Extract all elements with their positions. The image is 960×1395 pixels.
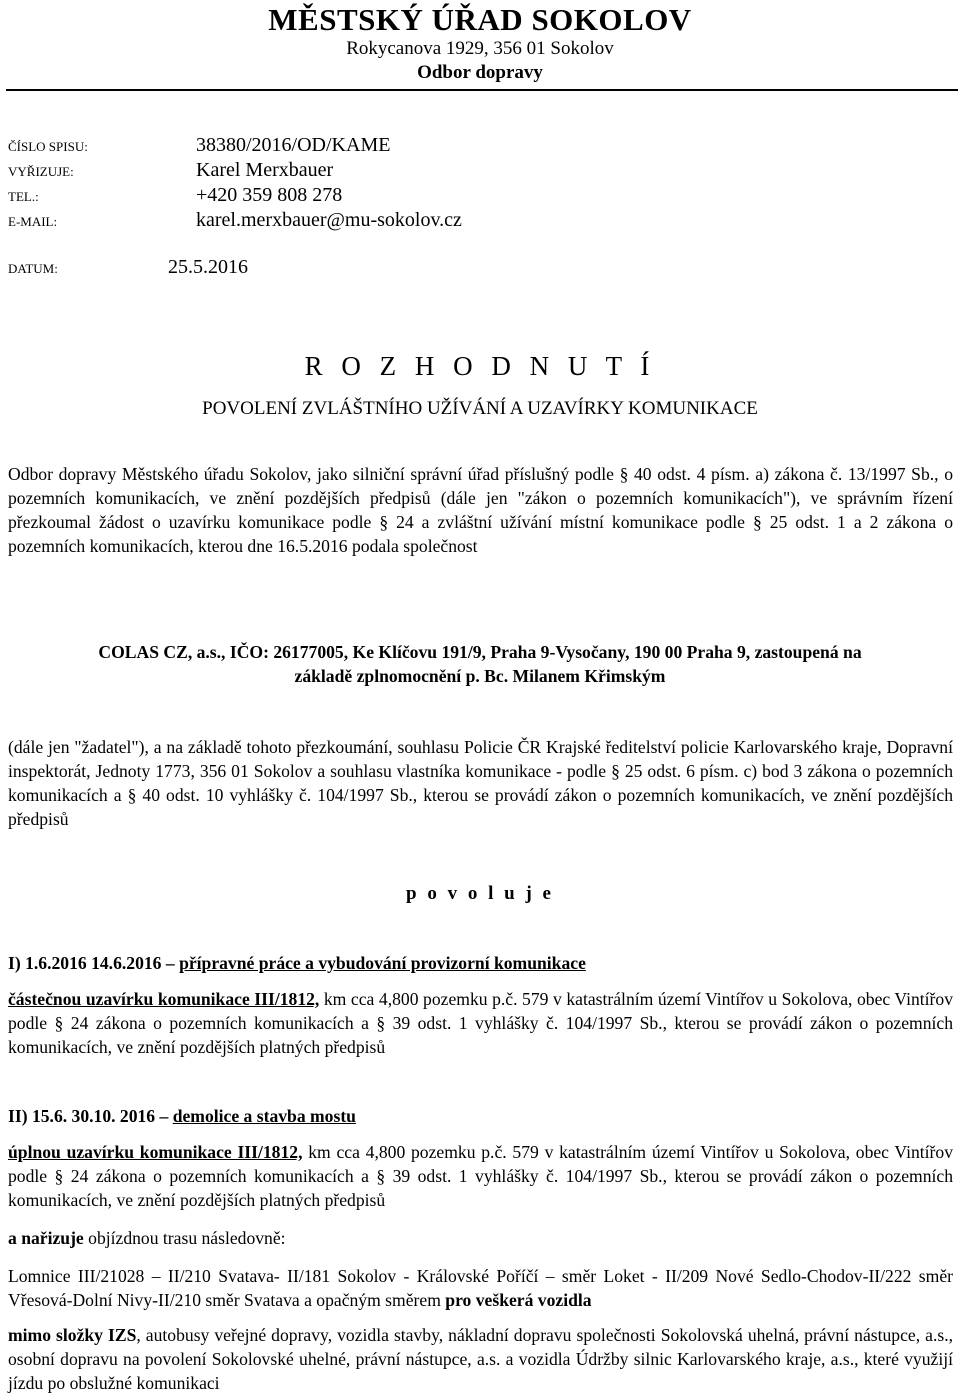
phase-1-dates: I) 1.6.2016 14.6.2016 [8,953,162,973]
office-name: MĚSTSKÝ ÚŘAD SOKOLOV [268,2,692,37]
consent-paragraph: (dále jen "žadatel"), a na základě tohoto přezkoumání, souhlasu Policie ČR Krajské ředitelství policie Karlovarského kraje, Dopravní inspektorát, Jednoty 1773, 356 01 Sokolov a souhlasu vlastníka komunikace - podle § 25 odst. 6 písm. c) bod 3 zákona o pozemních komunikacích a § 40 odst. 10 vyhlášky č. 104/1997 Sb., kterou se provádí zákon o pozemních komunikacích, ve znění pozdějších předpisů [8,737,953,829]
date-label: DATUM: [8,261,58,276]
email-label: E-MAIL: [8,214,58,229]
handler-label: VYŘIZUJE: [8,164,74,179]
office-address: Rokycanova 1929, 356 01 Sokolov [346,38,614,59]
handler-value: Karel Merxbauer [196,159,334,181]
detour-order-text: objízdnou trasu následovně: [83,1228,286,1248]
detour-exceptions-label: mimo složky IZS [8,1325,137,1345]
applicant-line-1: COLAS CZ, a.s., IČO: 26177005, Ke Klíčovu 191/9, Praha 9-Vysočany, 190 00 Praha 9, zastoupená na [98,642,862,662]
intro-paragraph: Odbor dopravy Městského úřadu Sokolov, jako silniční správní úřad příslušný podle § 40 odst. 4 písm. a) zákona č. 13/1997 Sb., o pozemních komunikacích, ve znění pozdějších předpisů (dále jen "zákon o pozemních komunikacích"), ve správním řízení přezkoumal žádost o uzavírku komunikace podle § 24 a zvláštní užívání místní komunikace podle § 25 odst. 1 a 2 zákona o pozemních komunikacích, kterou dne 16.5.2016 podala společnost [8,464,953,556]
detour-route [8,1264,953,1312]
phase-2-title: demolice a stavba mostu [172,1106,356,1126]
detour-route-vehicles: pro veškerá vozidla [445,1290,592,1310]
permits-heading: p o v o l u j e [406,883,554,904]
phase-2-dates: II) 15.6. 30.10. 2016 [8,1106,156,1126]
decision-title: R O Z H O D N U T Í [304,351,656,381]
phone-label: TEL.: [8,189,39,204]
date-value: 25.5.2016 [168,256,248,278]
phase-1-heading [8,951,953,975]
header-divider [6,89,958,91]
phase-2-dash: – [155,1106,173,1126]
phase-1-paragraph [8,987,953,1059]
detour-order-verb: a nařizuje [8,1228,84,1248]
phase-1-closure-text: km cca 4,800 pozemku p.č. 579 v katastrálním území Vintířov u Sokolova, obec Vintířov podle § 24 zákona o pozemních komunikacích a § 39 odst. 1 vyhlášky č. 104/1997 Sb., kterou se provádí zákon o pozemních komunikacích, ve znění pozdějších platných předpisů [8,989,953,1057]
case-number-label: ČÍSLO SPISU: [8,139,88,154]
email-value: karel.merxbauer@mu-sokolov.cz [196,209,462,231]
case-number-value: 38380/2016/OD/KAME [196,134,391,156]
detour-order [8,1226,953,1250]
department-name: Odbor dopravy [417,62,543,83]
phase-2-closure-type: úplnou uzavírku komunikace III/1812, [8,1142,303,1162]
detour-exceptions-text: , autobusy veřejné dopravy, vozidla stavby, nákladní dopravu společnosti Sokolovská uhelná, právní nástupce, a.s., osobní dopravu na povolení Sokolovské uhelné, právní nástupce, a.s. a vozidla Údržby silnic Karlovarského kraje, a.s., které využijí jízdu po obslužné komunikaci [8,1325,953,1393]
phase-2-paragraph [8,1140,953,1212]
phone-value: +420 359 808 278 [196,184,343,206]
phase-1-title: přípravné práce a vybudování provizorní komunikace [179,953,586,973]
phase-1-closure-type: částečnou uzavírku komunikace III/1812, [8,989,320,1009]
phase-2-heading [8,1104,953,1128]
phase-2-closure-text: km cca 4,800 pozemku p.č. 579 v katastrálním území Vintířov u Sokolova, obec Vintířov podle § 24 zákona o pozemních komunikacích a § 39 odst. 1 vyhlášky č. 104/1997 Sb., kterou se provádí zákon o pozemních komunikacích, ve znění pozdějších platných předpisů [8,1142,953,1210]
phase-1-dash: – [161,953,180,973]
decision-subtitle: POVOLENÍ ZVLÁŠTNÍHO UŽÍVÁNÍ A UZAVÍRKY KOMUNIKACE [202,398,758,419]
detour-route-text: Lomnice III/21028 – II/210 Svatava- II/181 Sokolov - Královské Poříčí – směr Loket - II/209 Nové Sedlo-Chodov-II/222 směr Vřesová-Dolní Nivy-II/210 směr Svatava a opačným směrem [8,1266,953,1310]
detour-exceptions [8,1323,953,1395]
applicant-line-2: základě zplnomocnění p. Bc. Milanem Křimským [294,666,666,686]
